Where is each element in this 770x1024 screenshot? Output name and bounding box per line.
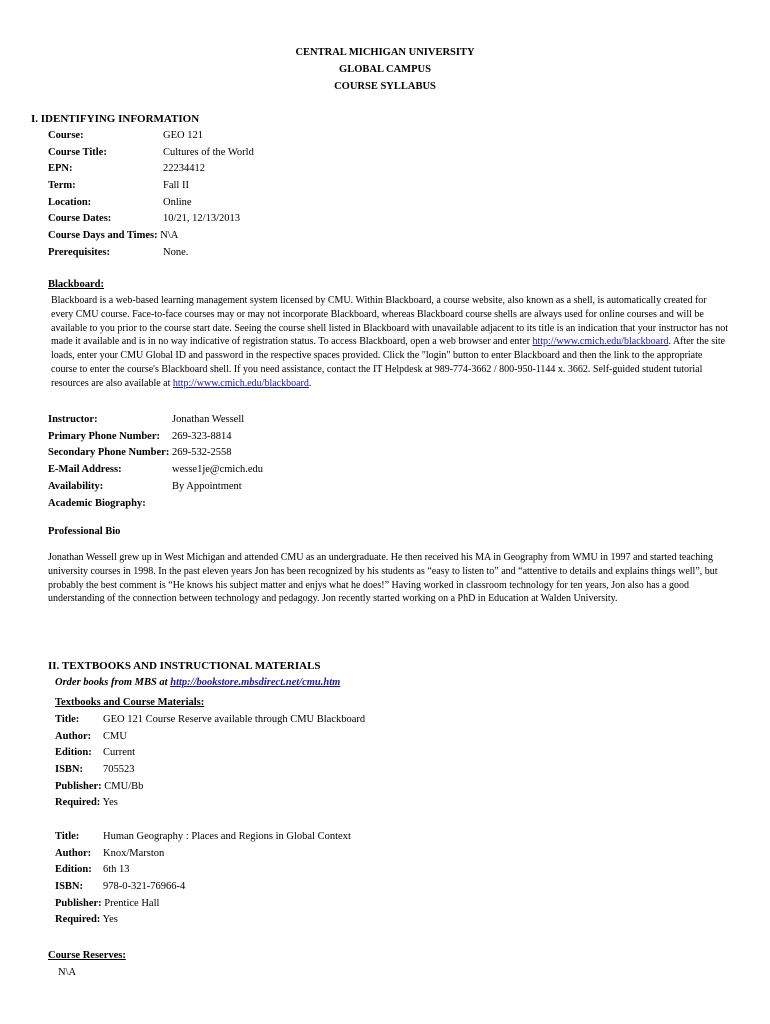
textbooks-subheading: Textbooks and Course Materials: [55, 697, 205, 708]
book-title: Human Geography : Places and Regions in Global Context [103, 831, 351, 842]
field-value: Yes [102, 914, 118, 925]
field-label: Title: [55, 831, 80, 842]
bio-paragraph: Jonathan Wessell grew up in West Michigan and attended CMU as an undergraduate. He then received his MA in Geography from WMU in 1997 and started teaching university courses in 1998. In the past eleven years Jon has been recognized by his students as “easy to listen to” and “attentive to details and explains things well”, but probably the best comment is “He knows his subject matter and enjys what he does!” Having worked in classroom technology for ten years, Jon also has a good understanding of the connection between technology and pedagogy. Jon recently started working on a PhD in Education at Walden University. [48, 552, 718, 605]
field-value: 269-323-8814 [172, 431, 232, 442]
bookstore-link[interactable]: http://bookstore.mbsdirect.net/cmu.htm [170, 677, 341, 688]
field-label: Edition: [55, 747, 92, 758]
order-prefix: Order books from MBS at [55, 677, 171, 688]
bio-heading: Professional Bio [48, 526, 121, 537]
section-heading-identifying: I. IDENTIFYING INFORMATION [31, 113, 200, 125]
blackboard-text-2: . After the site loads, enter your CMU Global ID and password in the respective spaces provided. Click the "login" button to enter Blackboard and then the link to the appropriate course to enter the course's Blackboard shell. If you need assistance, contact the IT Helpdesk at 989-774-3662 / 800-950-1144 x. 3662. Self-guided student tutorial resources are also available at [51, 336, 726, 389]
field-value: Fall II [163, 180, 189, 191]
university-title: CENTRAL MICHIGAN UNIVERSITY [295, 47, 475, 58]
field-value: 269-532-2558 [171, 447, 232, 458]
field-value: Prentice Hall [104, 898, 160, 909]
field-label: Publisher: [55, 781, 102, 792]
field-value: 22234412 [163, 163, 205, 174]
field-value: Cultures of the World [163, 147, 254, 158]
field-row [48, 230, 178, 241]
field-value: Jonathan Wessell [172, 414, 245, 425]
field-label: Term: [48, 180, 76, 191]
field-value: CMU/Bb [104, 781, 144, 792]
field-value: N\A [160, 230, 179, 241]
campus-title: GLOBAL CAMPUS [339, 64, 431, 75]
field-label: Primary Phone Number: [48, 431, 160, 442]
field-row [55, 797, 118, 808]
field-label: Edition: [55, 864, 92, 875]
reserves-value: N\A [58, 967, 77, 978]
blackboard-text-1: Blackboard is a web-based learning management system licensed by CMU. Within Blackboard, a course website, also known as a shell, is automatically created for every CMU course. Face-to-face courses may or may not incorporate Blackboard, whereas Blackboard course shells are always used for online courses and will be available to you prior to the course start date. Seeing the course shell listed in Blackboard with unavailable adjacent to its title is an indication that your instructor has not made it available and is in no way indicative of registration status. To access Blackboard, open a web browser and enter [51, 295, 729, 348]
field-value: 978-0-321-76966-4 [103, 881, 186, 892]
reserves-heading: Course Reserves: [48, 950, 126, 961]
field-label: ISBN: [55, 764, 84, 775]
field-label: Course: [48, 130, 84, 141]
field-label: EPN: [48, 163, 73, 174]
field-label: Author: [55, 848, 92, 859]
field-label: Publisher: [55, 898, 102, 909]
field-value: Yes [102, 797, 118, 808]
field-row [55, 781, 143, 792]
field-label: Availability: [48, 481, 104, 492]
field-value: GEO 121 [163, 130, 203, 141]
field-label: Title: [55, 714, 80, 725]
field-label: Course Dates: [48, 213, 112, 224]
field-row [48, 447, 231, 458]
field-value: CMU [103, 731, 127, 742]
field-label: Location: [48, 197, 92, 208]
field-row [55, 914, 118, 925]
blackboard-heading: Blackboard: [48, 279, 105, 290]
field-value: 705523 [103, 764, 135, 775]
field-label: Required: [55, 914, 101, 925]
field-label: Required: [55, 797, 101, 808]
blackboard-tutorial-link[interactable]: http://www.cmich.edu/blackboard [172, 377, 309, 389]
field-label: Instructor: [48, 414, 98, 425]
section-heading-textbooks: II. TEXTBOOKS AND INSTRUCTIONAL MATERIALS [48, 660, 321, 672]
field-label: Course Title: [48, 147, 107, 158]
field-label: Course Days and Times: [48, 230, 158, 241]
order-line [55, 677, 340, 688]
field-value: Online [163, 197, 192, 208]
email-value: wesse1je@cmich.edu [172, 464, 264, 475]
field-label: ISBN: [55, 881, 84, 892]
book-title: GEO 121 Course Reserve available through CMU Blackboard [103, 714, 366, 725]
field-value: 10/21, 12/13/2013 [163, 213, 241, 224]
blackboard-text-3: . [308, 377, 312, 389]
field-value: None. [163, 247, 189, 258]
blackboard-paragraph [51, 294, 729, 391]
field-label: Author: [55, 731, 92, 742]
field-label: Secondary Phone Number: [48, 447, 170, 458]
field-value: By Appointment [172, 481, 242, 492]
document-title: COURSE SYLLABUS [334, 81, 436, 92]
field-label: E-Mail Address: [48, 464, 122, 475]
field-value: Knox/Marston [103, 848, 165, 859]
field-row [55, 898, 159, 909]
field-label: Academic Biography: [48, 498, 146, 509]
blackboard-link[interactable]: http://www.cmich.edu/blackboard [532, 336, 669, 348]
field-value: 6th 13 [103, 864, 130, 875]
field-value: Current [103, 747, 136, 758]
field-label: Prerequisites: [48, 247, 111, 258]
